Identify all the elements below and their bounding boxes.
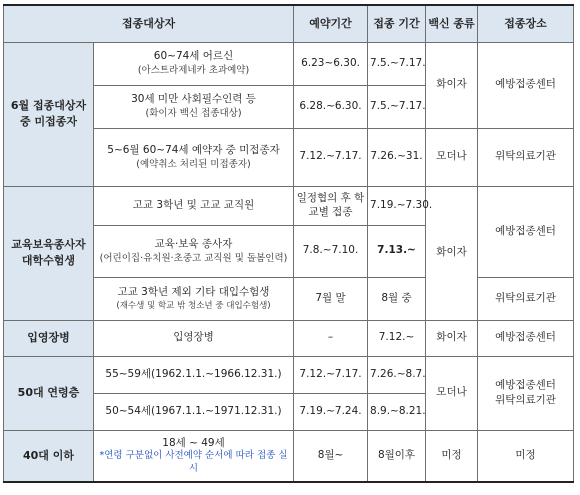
location-cell: 예방접종센터 (478, 186, 574, 277)
reservation-cell: – (294, 320, 368, 356)
location-cell: 미정 (478, 430, 574, 482)
vaccine-cell: 화이자 (426, 42, 478, 128)
reservation-cell: 7.8.~7.10. (294, 225, 368, 277)
header-vaccination: 접종 기간 (368, 5, 426, 42)
reservation-cell: 일정협의 후 학교별 접종 (294, 186, 368, 225)
vaccination-cell: 7.19.~7.30. (368, 186, 426, 225)
reservation-cell: 7.19.~7.24. (294, 393, 368, 430)
target-cell: 고교 3학년 및 고교 교직원 (94, 186, 294, 225)
target-cell: 5~6월 60~74세 예약자 중 미접종자 (예약취소 처리된 미접종자) (94, 128, 294, 186)
location-cell: 위탁의료기관 (478, 277, 574, 320)
table-row (4, 42, 574, 85)
target-cell: 18세 ~ 49세 *연령 구분없이 사전예약 순서에 따라 접종 실시 (94, 430, 294, 482)
reservation-cell: 8월~ (294, 430, 368, 482)
table-row (4, 320, 574, 356)
location-cell: 예방접종센터 (478, 320, 574, 356)
location-cell: 예방접종센터 위탁의료기관 (478, 356, 574, 430)
reservation-cell: 6.23~6.30. (294, 42, 368, 85)
vaccine-cell: 모더나 (426, 128, 478, 186)
table-row (4, 186, 574, 225)
group-label-fifties: 50대 연령층 (4, 356, 94, 430)
vaccination-cell: 8.9.~8.21. (368, 393, 426, 430)
vaccination-schedule (3, 4, 574, 483)
reservation-cell: 7.12.~7.17. (294, 356, 368, 393)
table-row (4, 356, 574, 393)
group-label-soldier: 입영장병 (4, 320, 94, 356)
target-cell: 입영장병 (94, 320, 294, 356)
header-location: 접종장소 (478, 5, 574, 42)
group-label-education: 교육보육종사자 대학수험생 (4, 186, 94, 320)
target-cell: 55~59세(1962.1.1.~1966.12.31.) (94, 356, 294, 393)
vaccine-cell: 화이자 (426, 186, 478, 320)
target-cell: 교육·보육 종사자 (어린이집·유치원·초중고 교직원 및 돌봄인력) (94, 225, 294, 277)
vaccination-cell: 8월이후 (368, 430, 426, 482)
vaccination-cell: 7.26.~8.7. (368, 356, 426, 393)
target-cell: 고교 3학년 제외 기타 대입수험생 (재수생 및 학교 밖 청소년 중 대입수험생) (94, 277, 294, 320)
vaccination-cell: 7.26.~31. (368, 128, 426, 186)
schedule-table (3, 4, 574, 483)
vaccination-cell: 7.5.~7.17. (368, 42, 426, 85)
target-cell: 60~74세 어르신 (아스트라제네카 초과예약) (94, 42, 294, 85)
target-cell: 50~54세(1967.1.1.~1971.12.31.) (94, 393, 294, 430)
vaccine-cell: 미정 (426, 430, 478, 482)
location-cell: 예방접종센터 (478, 42, 574, 128)
table-row (4, 430, 574, 482)
reservation-cell: 7.12.~7.17. (294, 128, 368, 186)
reservation-cell: 7월 말 (294, 277, 368, 320)
target-cell: 30세 미만 사회필수인력 등 (화이자 백신 접종대상) (94, 85, 294, 128)
vaccine-cell: 화이자 (426, 320, 478, 356)
vaccination-cell: 7.5.~7.17. (368, 85, 426, 128)
header-row (4, 5, 574, 42)
header-vaccine: 백신 종류 (426, 5, 478, 42)
location-cell: 위탁의료기관 (478, 128, 574, 186)
group-label-june: 6월 접종대상자 중 미접종자 (4, 42, 94, 186)
group-label-under40: 40대 이하 (4, 430, 94, 482)
reservation-cell: 6.28.~6.30. (294, 85, 368, 128)
header-reservation: 예약기간 (294, 5, 368, 42)
vaccination-cell: 8월 중 (368, 277, 426, 320)
vaccination-cell: 7.13.~ (368, 225, 426, 277)
vaccination-cell: 7.12.~ (368, 320, 426, 356)
vaccine-cell: 모더나 (426, 356, 478, 430)
header-target: 접종대상자 (4, 5, 294, 42)
